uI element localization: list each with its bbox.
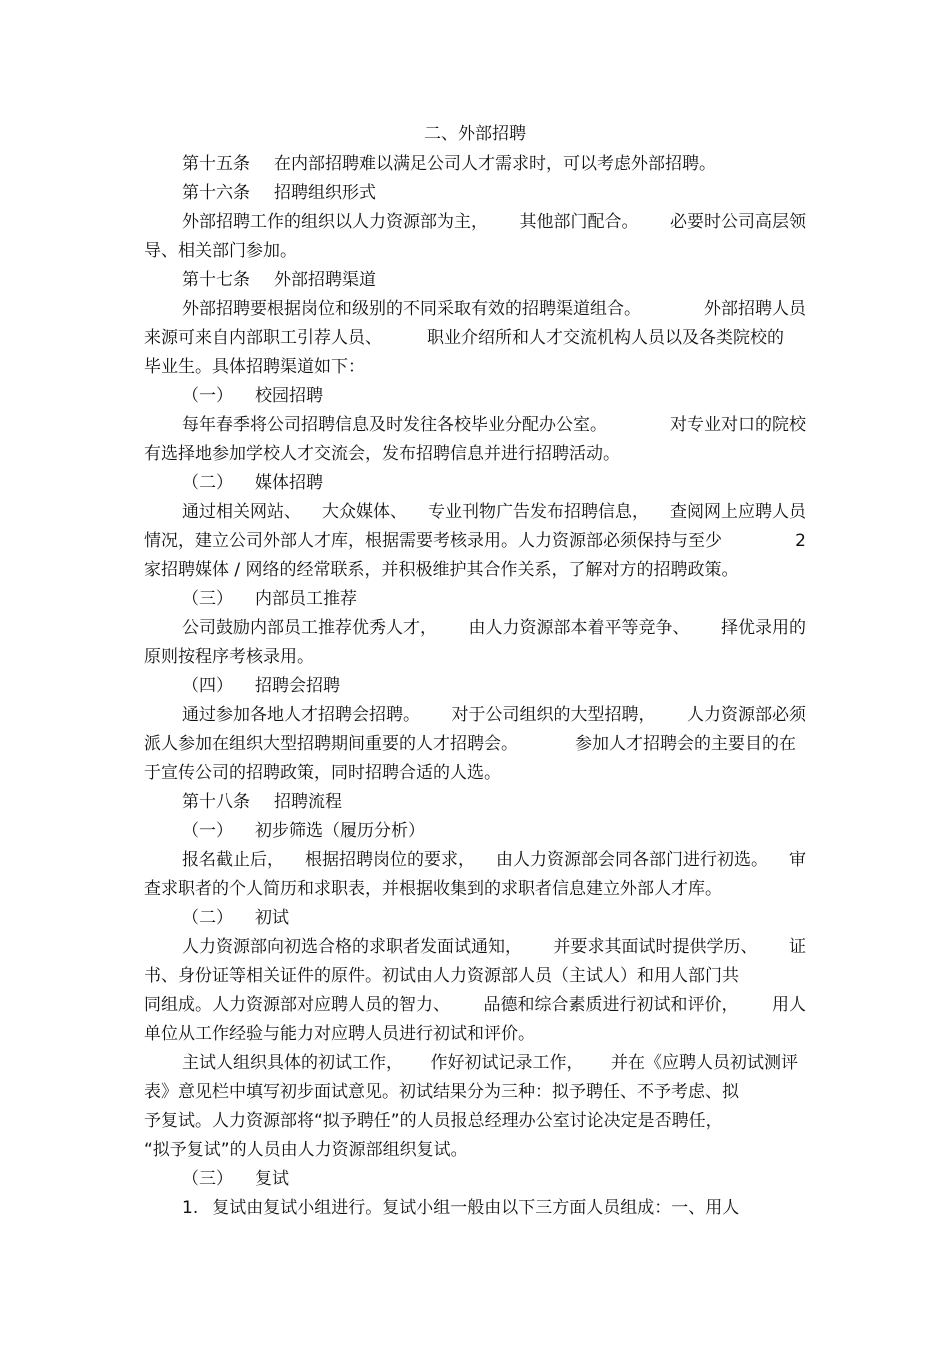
- paragraph-line: 导、相关部门参加。: [144, 241, 297, 261]
- paragraph-line: 予复试。人力资源部将“拟予聘任”的人员报总经理办公室讨论决定是否聘任，: [144, 1111, 723, 1131]
- paragraph-line: 家招聘媒体 / 网络的经常联系，并积极维护其合作关系，了解对方的招聘政策。: [144, 560, 739, 580]
- paragraph-line: 通过相关网站、 大众媒体、 专业刊物广告发布招聘信息， 查阅网上应聘人员: [182, 502, 806, 522]
- article-16: 第十六条 招聘组织形式: [182, 183, 376, 203]
- paragraph-line: 公司鼓励内部员工推荐优秀人才， 由人力资源部本着平等竞争、 择优录用的: [182, 618, 806, 638]
- section-title: 二、外部招聘: [424, 124, 526, 144]
- paragraph-line: 表》意见栏中填写初步面试意见。初试结果分为三种：拟予聘任、不予考虑、拟: [144, 1082, 739, 1102]
- paragraph-line: 外部招聘工作的组织以人力资源部为主， 其他部门配合。 必要时公司高层领: [182, 212, 806, 232]
- paragraph-line: 主试人组织具体的初试工作， 作好初试记录工作， 并在《应聘人员初试测评: [182, 1053, 798, 1073]
- paragraph-line: 通过参加各地人才招聘会招聘。 对于公司组织的大型招聘， 人力资源部必须: [182, 705, 806, 725]
- paragraph-line: 于宣传公司的招聘政策，同时招聘合适的人选。: [144, 763, 501, 783]
- item-campus-recruitment: （一） 校园招聘: [182, 386, 323, 406]
- paragraph-line: 同组成。人力资源部对应聘人员的智力、 品德和综合素质进行初试和评价， 用人: [144, 995, 806, 1015]
- paragraph-line: 报名截止后， 根据招聘岗位的要求， 由人力资源部会同各部门进行初选。 审: [182, 850, 806, 870]
- paragraph-line: 情况，建立公司外部人才库，根据需要考核录用。人力资源部必须保持与至少 2: [144, 531, 806, 551]
- paragraph-line: 有选择地参加学校人才交流会，发布招聘信息并进行招聘活动。: [144, 444, 620, 464]
- article-15: 第十五条 在内部招聘难以满足公司人才需求时，可以考虑外部招聘。: [182, 154, 716, 174]
- paragraph-line: 原则按程序考核录用。: [144, 647, 314, 667]
- paragraph-line: 每年春季将公司招聘信息及时发往各校毕业分配办公室。 对专业对口的院校: [182, 415, 806, 435]
- article-18: 第十八条 招聘流程: [182, 792, 342, 812]
- paragraph-line: “拟予复试”的人员由人力资源部组织复试。: [144, 1140, 468, 1160]
- paragraph-line: 单位从工作经验与能力对应聘人员进行初试和评价。: [144, 1024, 535, 1044]
- step-second-interview: （三） 复试: [182, 1169, 289, 1189]
- paragraph-line: 书、身份证等相关证件的原件。初试由人力资源部人员（主试人）和用人部门共: [144, 966, 739, 986]
- item-media-recruitment: （二） 媒体招聘: [182, 473, 323, 493]
- item-job-fair: （四） 招聘会招聘: [182, 676, 340, 696]
- step-first-interview: （二） 初试: [182, 908, 289, 928]
- paragraph-line: 外部招聘要根据岗位和级别的不同采取有效的招聘渠道组合。 外部招聘人员: [182, 299, 806, 319]
- paragraph-line: 派人参加在组织大型招聘期间重要的人才招聘会。 参加人才招聘会的主要目的在: [144, 734, 796, 754]
- item-employee-referral: （三） 内部员工推荐: [182, 589, 357, 609]
- paragraph-line: 毕业生。具体招聘渠道如下：: [144, 357, 365, 377]
- paragraph-line: 1. 复试由复试小组进行。复试小组一般由以下三方面人员组成：一、用人: [182, 1198, 740, 1218]
- paragraph-line: 来源可来自内部职工引荐人员、 职业介绍所和人才交流机构人员以及各类院校的: [144, 328, 784, 348]
- article-17: 第十七条 外部招聘渠道: [182, 270, 376, 290]
- paragraph-line: 人力资源部向初选合格的求职者发面试通知， 并要求其面试时提供学历、 证: [182, 937, 806, 957]
- step-initial-screening: （一） 初步筛选（履历分析）: [182, 821, 425, 841]
- paragraph-line: 查求职者的个人简历和求职表，并根据收集到的求职者信息建立外部人才库。: [144, 879, 722, 899]
